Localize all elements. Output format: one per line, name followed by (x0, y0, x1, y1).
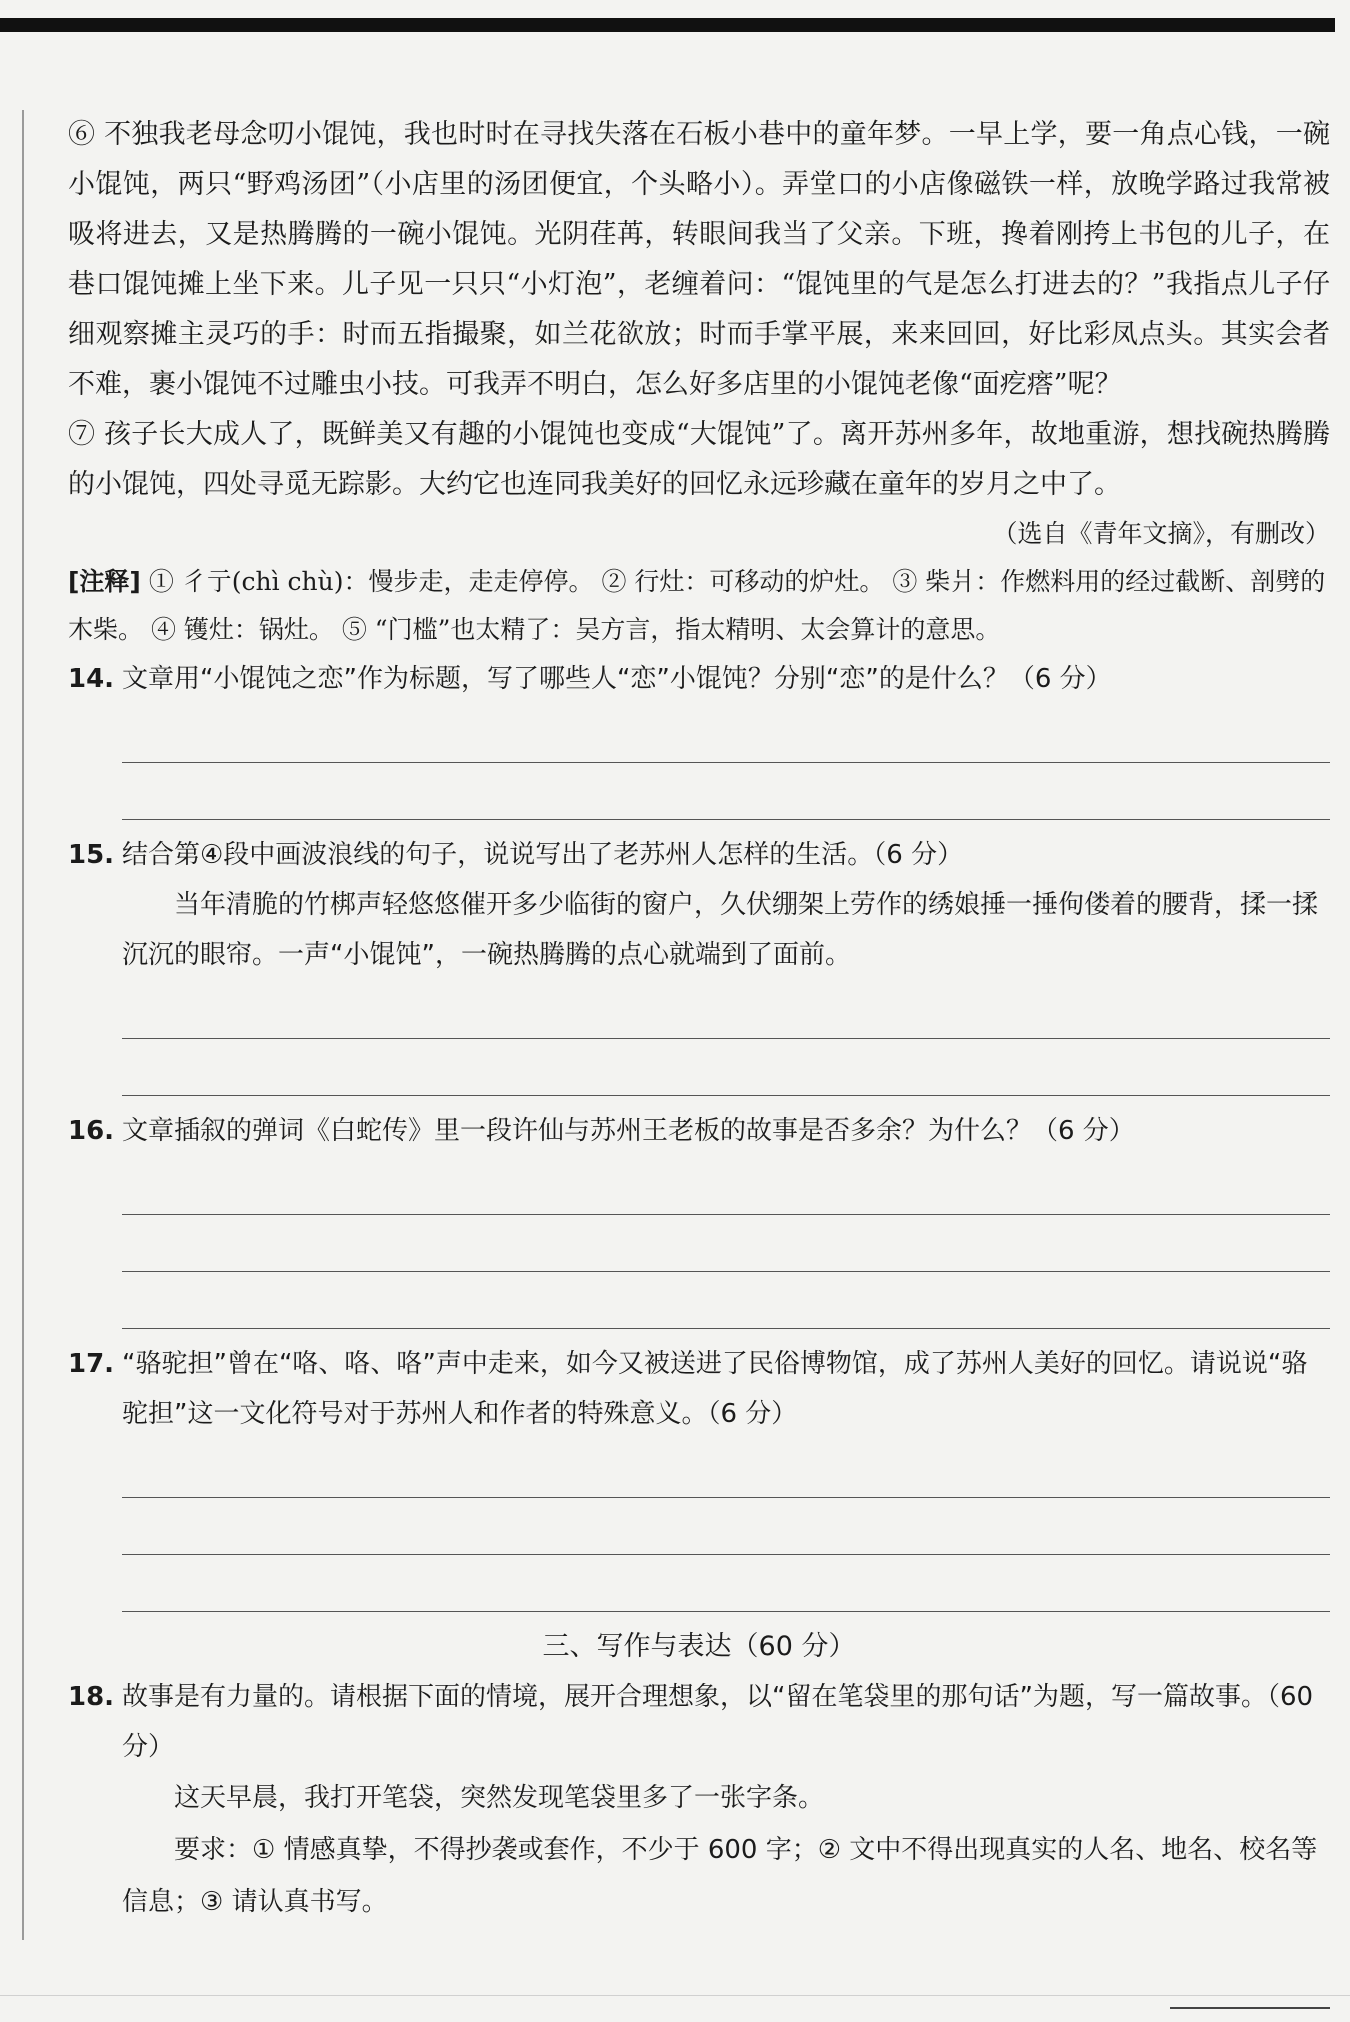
writing-prompt: 故事是有力量的。请根据下面的情境，展开合理想象，以“留在笔袋里的那句话”为题，写一篇故事。（60 分） (122, 1682, 1314, 1762)
answer-line[interactable] (122, 706, 1330, 763)
answer-line[interactable] (122, 1215, 1330, 1272)
annotations (68, 558, 1330, 654)
answer-area-15[interactable] (122, 982, 1330, 1096)
answer-line[interactable] (122, 763, 1330, 820)
passage-source: （选自《青年文摘》，有删改） (992, 519, 1330, 548)
answer-line[interactable] (122, 1039, 1330, 1096)
page-corner-rule (1170, 2007, 1330, 2009)
question-17 (68, 1339, 1330, 1612)
page-bottom-rule (0, 1995, 1350, 1996)
question-text: 结合第④段中画波浪线的句子，说说写出了老苏州人怎样的生活。（6 分） (122, 840, 964, 870)
answer-area-14[interactable] (122, 706, 1330, 820)
question-text: 文章插叙的弹词《白蛇传》里一段许仙与苏州王老板的故事是否多余？为什么？（6 分） (122, 1116, 1135, 1146)
answer-line[interactable] (122, 1272, 1330, 1329)
writing-scenario: 这天早晨，我打开笔袋，突然发现笔袋里多了一张字条。 (174, 1783, 825, 1813)
section-title: 三、写作与表达（60 分） (542, 1631, 856, 1662)
question-text: 文章用“小馄饨之恋”作为标题，写了哪些人“恋”小馄饨？分别“恋”的是什么？（6 分） (122, 664, 1112, 694)
passage-paragraph-7: ⑦ 孩子长大成人了，既鲜美又有趣的小馄饨也变成“大馄饨”了。离开苏州多年，故地重游，想找碗热腾腾的小馄饨，四处寻觅无踪影。大约它也连同我美好的回忆永远珍藏在童年的岁月之中了。 (68, 419, 1330, 500)
answer-line[interactable] (122, 982, 1330, 1039)
answer-line[interactable] (122, 1498, 1330, 1555)
question-14 (68, 654, 1330, 820)
question-18 (68, 1672, 1330, 1928)
question-16 (68, 1106, 1330, 1329)
question-number: 16. (68, 1116, 115, 1146)
question-number: 17. (68, 1349, 115, 1379)
exam-page (68, 110, 1330, 1928)
answer-line[interactable] (122, 1441, 1330, 1498)
page-top-border (0, 18, 1335, 32)
answer-area-17[interactable] (122, 1441, 1330, 1612)
binding-margin-line (22, 110, 24, 1940)
writing-requirements: 要求：① 情感真挚，不得抄袭或套作，不少于 600 字；② 文中不得出现真实的人名、地名、校名等信息；③ 请认真书写。 (122, 1835, 1318, 1917)
quoted-sentence: 当年清脆的竹梆声轻悠悠催开多少临街的窗户，久伏绷架上劳作的绣娘捶一捶佝偻着的腰背，揉一揉沉沉的眼帘。一声“小馄饨”，一碗热腾腾的点心就端到了面前。 (122, 890, 1319, 970)
answer-area-16[interactable] (122, 1158, 1330, 1329)
question-number: 15. (68, 840, 115, 870)
question-text: “骆驼担”曾在“咯、咯、咯”声中走来，如今又被送进了民俗博物馆，成了苏州人美好的回忆。请说说“骆驼担”这一文化符号对于苏州人和作者的特殊意义。（6 分） (122, 1349, 1308, 1429)
question-number: 18. (68, 1682, 115, 1712)
question-number: 14. (68, 664, 115, 694)
annotation-tag: [注释] (68, 567, 141, 596)
passage-paragraph-6: ⑥ 不独我老母念叨小馄饨，我也时时在寻找失落在石板小巷中的童年梦。一早上学，要一角点心钱，一碗小馄饨，两只“野鸡汤团”（小店里的汤团便宜，个头略小）。弄堂口的小店像磁铁一样，放晚学路过我常被吸将进去，又是热腾腾的一碗小馄饨。光阴荏苒，转眼间我当了父亲。下班，搀着刚挎上书包的儿子，在巷口馄饨摊上坐下来。儿子见一只只“小灯泡”，老缠着问：“馄饨里的气是怎么打进去的？”我指点儿子仔细观察摊主灵巧的手：时而五指撮聚，如兰花欲放；时而手掌平展，来来回回，好比彩凤点头。其实会者不难，裹小馄饨不过雕虫小技。可我弄不明白，怎么好多店里的小馄饨老像“面疙瘩”呢？ (68, 119, 1330, 400)
question-15 (68, 830, 1330, 1096)
annotation-text: ① 彳亍(chì chù)：慢步走，走走停停。 ② 行灶：可移动的炉灶。 ③ 柴爿：作燃料用的经过截断、剖劈的木柴。 ④ 镬灶：锅灶。 ⑤ “门槛”也太精了：吴方言，指太精明、太会算计的意思。 (68, 567, 1326, 644)
answer-line[interactable] (122, 1158, 1330, 1215)
answer-line[interactable] (122, 1555, 1330, 1612)
